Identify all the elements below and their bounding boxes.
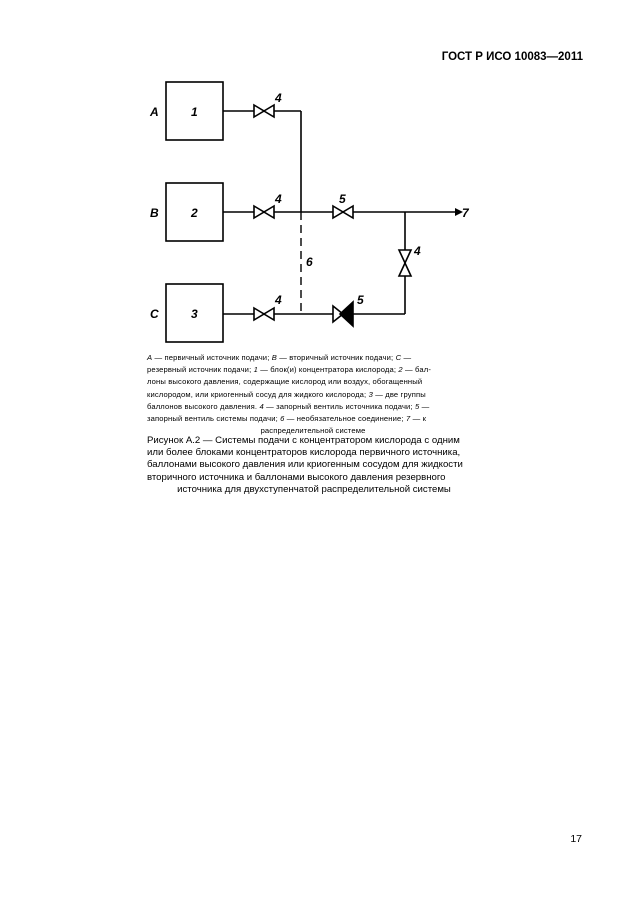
legend-text: — вторичный источник подачи; (279, 353, 394, 362)
legend-key-1: 1 (253, 365, 258, 375)
caption-line: Рисунок А.2 — Системы подачи с концентратором кислорода с одним (147, 435, 460, 446)
legend-key-3: 3 (368, 389, 373, 399)
legend-text: — две группы (375, 389, 426, 399)
legend-key-5: 5 (414, 401, 420, 411)
legend-text: — к (412, 414, 427, 424)
valve-label-5-lower: 5 (357, 293, 364, 307)
legend-text: — запорный вентиль источника подачи; (266, 401, 413, 411)
valve-5-lower (333, 302, 353, 326)
caption-line: или более блоками концентраторов кислорода первичного источника, (147, 447, 461, 459)
figure-caption (147, 435, 481, 496)
legend-text: — блок(и) концентратора кислорода; (260, 365, 397, 375)
legend-line (147, 413, 479, 425)
page-number: 17 (570, 833, 582, 845)
valve-label-4-b: 4 (275, 192, 282, 206)
legend-text: — первичный источник подачи; (154, 353, 270, 362)
legend-text: лоны высокого давления, содержащие кислород или воздух, обогащенный (147, 377, 423, 387)
valve-4-source-b (254, 206, 274, 218)
legend-key-4: 4 (259, 401, 264, 411)
box-label-1: 1 (191, 105, 198, 119)
caption-line: вторичного источника и баллонами высокого давления резервного (147, 471, 446, 483)
legend-key-7: 7 (405, 414, 411, 424)
valve-4-vertical (399, 250, 411, 276)
legend-line (147, 364, 479, 376)
caption-line: источника для двухступенчатой распределительной системы (177, 483, 451, 495)
legend-line (147, 401, 479, 413)
legend-text: — (403, 353, 412, 362)
legend-line (147, 352, 479, 364)
legend-text: кислородом, или криогенный сосуд для жидкого кислорода; (147, 389, 367, 399)
legend-text: — (421, 401, 430, 411)
legend-text: резервный источник подачи; (147, 365, 252, 375)
valve-4-source-c (254, 308, 274, 320)
legend-text: баллонов высокого давления. (147, 401, 258, 411)
source-label-c: C (150, 307, 159, 321)
legend-key-6: 6 (280, 414, 285, 424)
legend-key-c: C (395, 353, 402, 362)
legend-text: — бал- (405, 365, 431, 375)
legend-line (147, 376, 479, 388)
legend-text: запорный вентиль системы подачи; (147, 414, 278, 424)
optional-line-label-6: 6 (306, 255, 313, 269)
source-label-b: B (150, 206, 159, 220)
legend-key-2: 2 (398, 365, 403, 375)
box-label-2: 2 (191, 206, 198, 220)
legend-text: — необязательное соединение; (286, 414, 404, 424)
valve-4-source-a (254, 105, 274, 117)
box-label-3: 3 (191, 307, 198, 321)
legend-key-b: B (271, 353, 277, 362)
figure-legend (147, 352, 479, 437)
valve-label-4-vertical: 4 (414, 244, 421, 258)
document-standard-header: ГОСТ Р ИСО 10083—2011 (441, 51, 583, 63)
legend-line (147, 389, 479, 401)
legend-key-a: A (147, 353, 153, 362)
valve-label-4-a: 4 (275, 91, 282, 105)
valve-5-upper (333, 206, 353, 218)
caption-line: баллонами высокого давления или криогенным сосудом для жидкости (147, 459, 463, 471)
valve-label-5-upper: 5 (339, 192, 346, 206)
legend-text: распределительной системе (260, 426, 366, 436)
source-label-a: A (150, 105, 159, 119)
oxygen-supply-diagram (0, 0, 630, 360)
valve-label-4-c: 4 (275, 293, 282, 307)
outlet-label-7: 7 (462, 206, 469, 220)
